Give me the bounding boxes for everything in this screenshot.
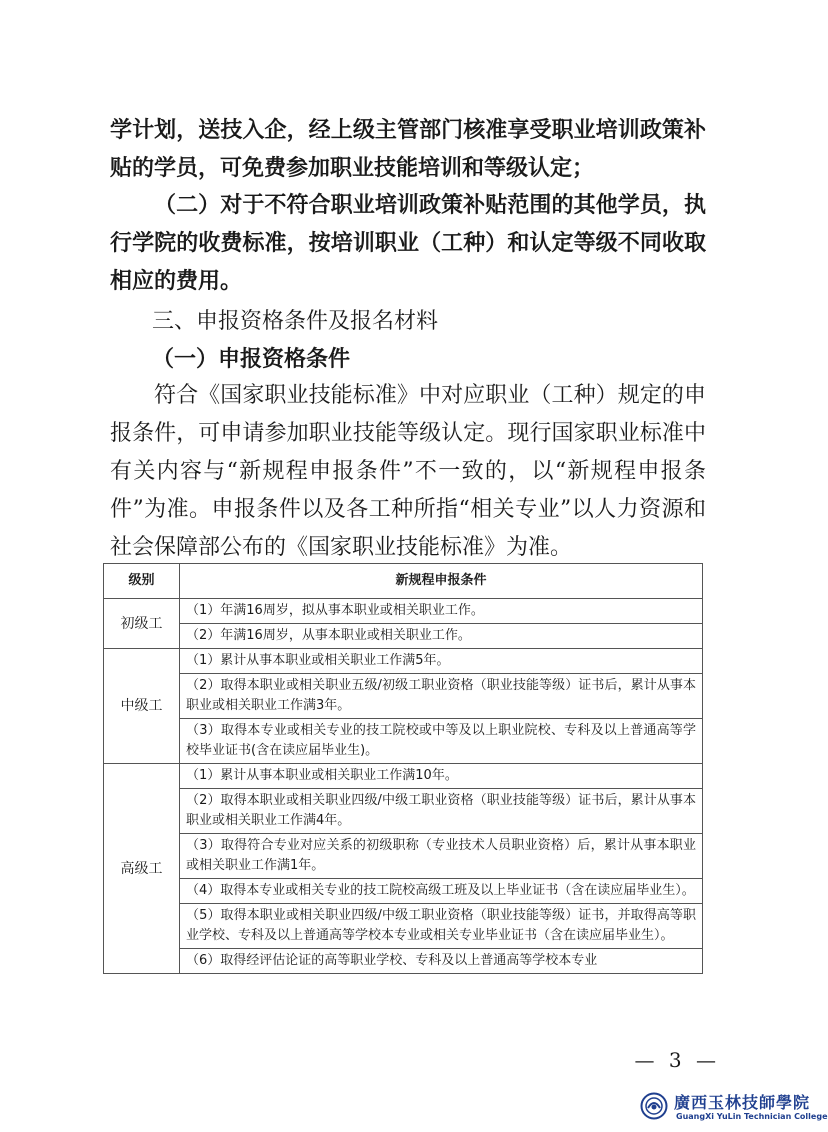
table-row	[104, 789, 703, 834]
condition-cell: （2）年满16周岁，从事本职业或相关职业工作。	[180, 624, 703, 649]
college-name-en: GuangXi YuLin Technician College	[676, 1112, 828, 1121]
condition-cell: （2）取得本职业或相关职业四级/中级工职业资格（职业技能等级）证书后，累计从事本职业或相关职业工作满4年。	[180, 789, 703, 834]
paragraph-eligibility-text: 符合《国家职业技能标准》中对应职业（工种）规定的申报条件，可申请参加职业技能等级认定。现行国家职业标准中有关内容与“新规程申报条件”不一致的，以“新规程申报条件”为准。申报条件以及各工种所指“相关专业”以人力资源和社会保障部公布的《国家职业技能标准》为准。	[110, 383, 706, 560]
college-footer	[640, 1090, 828, 1126]
section-heading-3: 三、申报资格条件及报名材料	[152, 309, 439, 334]
paragraph-other-fees-text: （二）对于不符合职业培训政策补贴范围的其他学员，执行学院的收费标准，按培训职业（工种）和认定等级不同收取相应的费用。	[110, 192, 706, 294]
condition-cell: （1）累计从事本职业或相关职业工作满10年。	[180, 764, 703, 789]
condition-cell: （3）取得本专业或相关专业的技工院校或中等及以上职业院校、专科及以上普通高等学校毕业证书(含在读应届毕业生)。	[180, 719, 703, 764]
header-conditions: 新规程申报条件	[180, 564, 703, 599]
subsection-heading-1: （一）申报资格条件	[152, 346, 351, 372]
table-row	[104, 879, 703, 904]
table-row	[104, 599, 703, 624]
condition-cell: （1）年满16周岁，拟从事本职业或相关职业工作。	[180, 599, 703, 624]
header-level: 级别	[104, 564, 180, 599]
level-cell: 高级工	[104, 764, 180, 974]
level-cell: 初级工	[104, 599, 180, 649]
condition-cell: （1）累计从事本职业或相关职业工作满5年。	[180, 649, 703, 674]
paragraph-other-fees	[110, 186, 706, 300]
eligibility-table	[103, 563, 703, 974]
condition-cell: （4）取得本专业或相关专业的技工院校高级工班及以上毕业证书（含在读应届毕业生）。	[180, 879, 703, 904]
college-name-cn: 廣西玉林技師學院	[674, 1093, 811, 1112]
condition-cell: （3）取得符合专业对应关系的初级职称（专业技术人员职业资格）后，累计从事本职业或相关职业工作满1年。	[180, 834, 703, 879]
table-row	[104, 904, 703, 949]
table-row	[104, 649, 703, 674]
paragraph-eligibility	[110, 377, 706, 567]
table-row	[104, 624, 703, 649]
condition-cell: （5）取得本职业或相关职业四级/中级工职业资格（职业技能等级）证书，并取得高等职业学校、专科及以上普通高等学校本专业或相关专业毕业证书（含在读应届毕业生）。	[180, 904, 703, 949]
table-row	[104, 949, 703, 974]
table-header-row	[104, 564, 703, 599]
table-row	[104, 834, 703, 879]
table-row	[104, 719, 703, 764]
paragraph-subsidy-free: 学计划，送技入企，经上级主管部门核准享受职业培训政策补贴的学员，可免费参加职业技能培训和等级认定；	[110, 117, 706, 181]
level-cell: 中级工	[104, 649, 180, 764]
college-emblem-icon	[640, 1092, 668, 1120]
condition-cell: （6）取得经评估论证的高等职业学校、专科及以上普通高等学校本专业	[180, 949, 703, 974]
page-number: — 3 —	[634, 1048, 720, 1072]
condition-cell: （2）取得本职业或相关职业五级/初级工职业资格（职业技能等级）证书后，累计从事本职业或相关职业工作满3年。	[180, 674, 703, 719]
table-row	[104, 764, 703, 789]
table-row	[104, 674, 703, 719]
